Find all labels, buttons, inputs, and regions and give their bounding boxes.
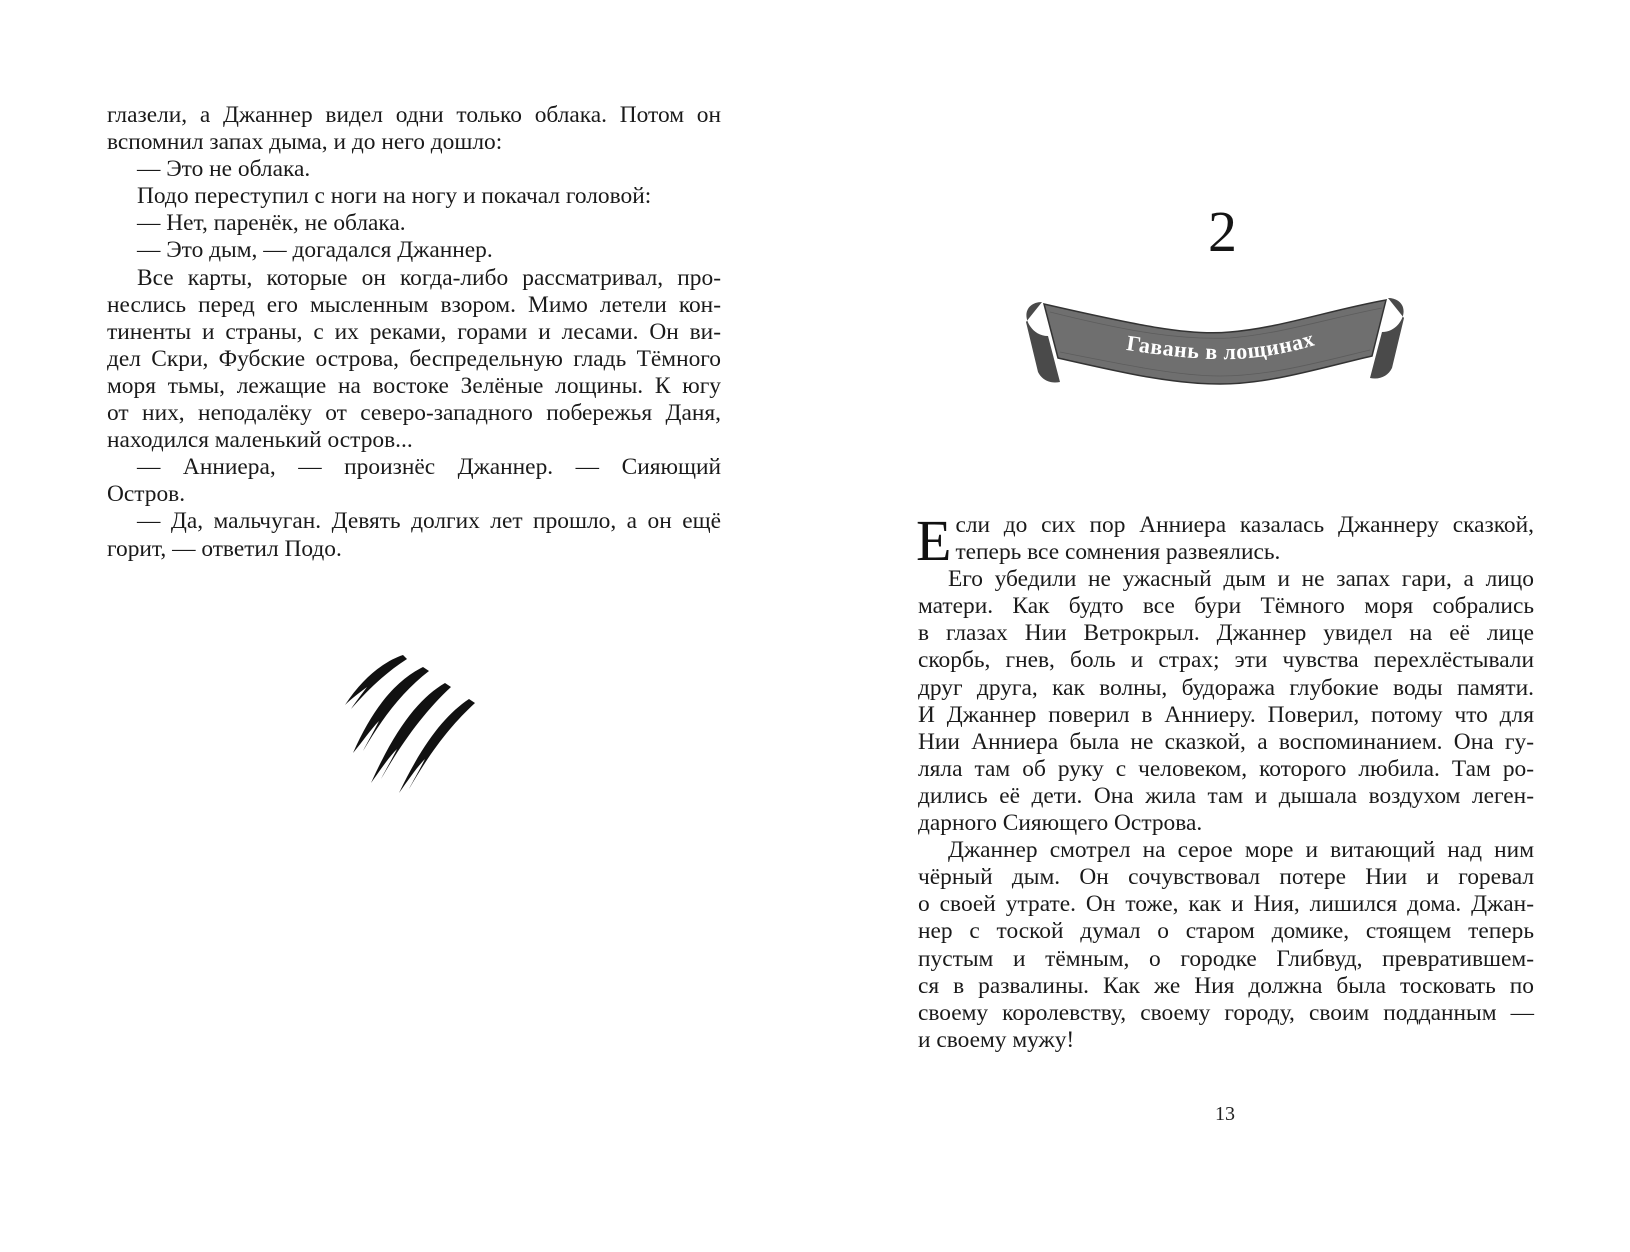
text-line: пустым и тёмным, о городке Глибвуд, превратившем- xyxy=(918,945,1534,972)
text-line: Его убедили не ужасный дым и не запах гари, а лицо xyxy=(948,566,1534,593)
text-line: ляла там об руку с человеком, которого любила. Там ро- xyxy=(918,755,1534,782)
text-line: Подо переступил с ноги на ногу и покачал головой: xyxy=(137,183,652,210)
chapter-title: Гавань в лощинах xyxy=(1124,325,1318,365)
text-line: И Джаннер поверил в Анниеру. Поверил, потому что для xyxy=(918,701,1534,728)
drop-cap: Е xyxy=(916,508,952,573)
text-line: — Это не облака. xyxy=(137,156,311,183)
left-page-text xyxy=(107,102,721,563)
text-line: дились её дети. Она жила там и дышала воздухом леген- xyxy=(918,782,1534,809)
right-page xyxy=(815,0,1630,1252)
text-line: горит, — ответил Подо. xyxy=(107,535,342,562)
text-line: вспомнил запах дыма, и до него дошло: xyxy=(107,129,503,156)
text-line: — Это дым, — догадался Джаннер. xyxy=(137,237,493,264)
text-line: Все карты, которые он когда-либо рассматривал, про- xyxy=(137,264,721,291)
text-line: — Анниера, — произнёс Джаннер. — Сияющий xyxy=(137,454,721,481)
text-line: — Да, мальчуган. Девять долгих лет прошло, а он ещё xyxy=(137,508,721,535)
text-line: неслись перед его мысленным взором. Мимо летели кон- xyxy=(107,291,721,318)
text-line: моря тьмы, лежащие на востоке Зелёные лощины. К югу xyxy=(107,372,721,399)
text-line: своему королевству, своему городу, своим подданным — xyxy=(918,999,1534,1026)
page-number: 13 xyxy=(1215,1103,1235,1125)
text-line: в глазах Нии Ветрокрыл. Джаннер увидел на её лице xyxy=(918,620,1534,647)
text-line: дел Скри, Фубские острова, беспредельную гладь Тёмного xyxy=(107,345,721,372)
text-line: дарного Сияющего Острова. xyxy=(918,810,1203,837)
chapter-banner xyxy=(1020,292,1410,392)
right-page-text xyxy=(916,508,1534,1054)
text-line: скорбь, гнев, боль и страх; эти чувства перехлёстывали xyxy=(918,647,1534,674)
text-line: находился маленький остров... xyxy=(107,427,413,454)
text-line: нер с тоской думал о старом домике, стоящем теперь xyxy=(918,918,1534,945)
claw-marks-icon xyxy=(345,655,485,795)
text-line: друг друга, как волны, будоража глубокие воды памяти. xyxy=(918,674,1534,701)
text-line: матери. Как будто все бури Тёмного моря собрались xyxy=(918,593,1534,620)
text-line: глазели, а Джаннер видел одни только облака. Потом он xyxy=(107,102,721,128)
text-line: сли до сих пор Анниера казалась Джаннеру сказкой, xyxy=(955,512,1534,538)
text-line: — Нет, паренёк, не облака. xyxy=(137,210,406,237)
chapter-number: 2 xyxy=(1208,199,1237,264)
text-line: о своей утрате. Он тоже, как и Ния, лишился дома. Джан- xyxy=(918,891,1534,918)
text-line: чёрный дым. Он сочувствовал потере Нии и горевал xyxy=(918,864,1534,891)
text-line: теперь все сомнения развеялись. xyxy=(955,539,1281,566)
text-line: тиненты и страны, с их реками, горами и лесами. Он ви- xyxy=(107,318,721,345)
text-line: и своему мужу! xyxy=(918,1026,1075,1053)
text-line: ся в развалины. Как же Ния должна была тосковать по xyxy=(918,972,1534,999)
text-line: Остров. xyxy=(107,481,186,508)
text-line: Джаннер смотрел на серое море и витающий над ним xyxy=(948,837,1534,864)
text-line: Нии Анниера была не сказкой, а воспоминанием. Она гу- xyxy=(918,728,1534,755)
text-line: от них, неподалёку от северо-западного побережья Даня, xyxy=(107,400,721,427)
